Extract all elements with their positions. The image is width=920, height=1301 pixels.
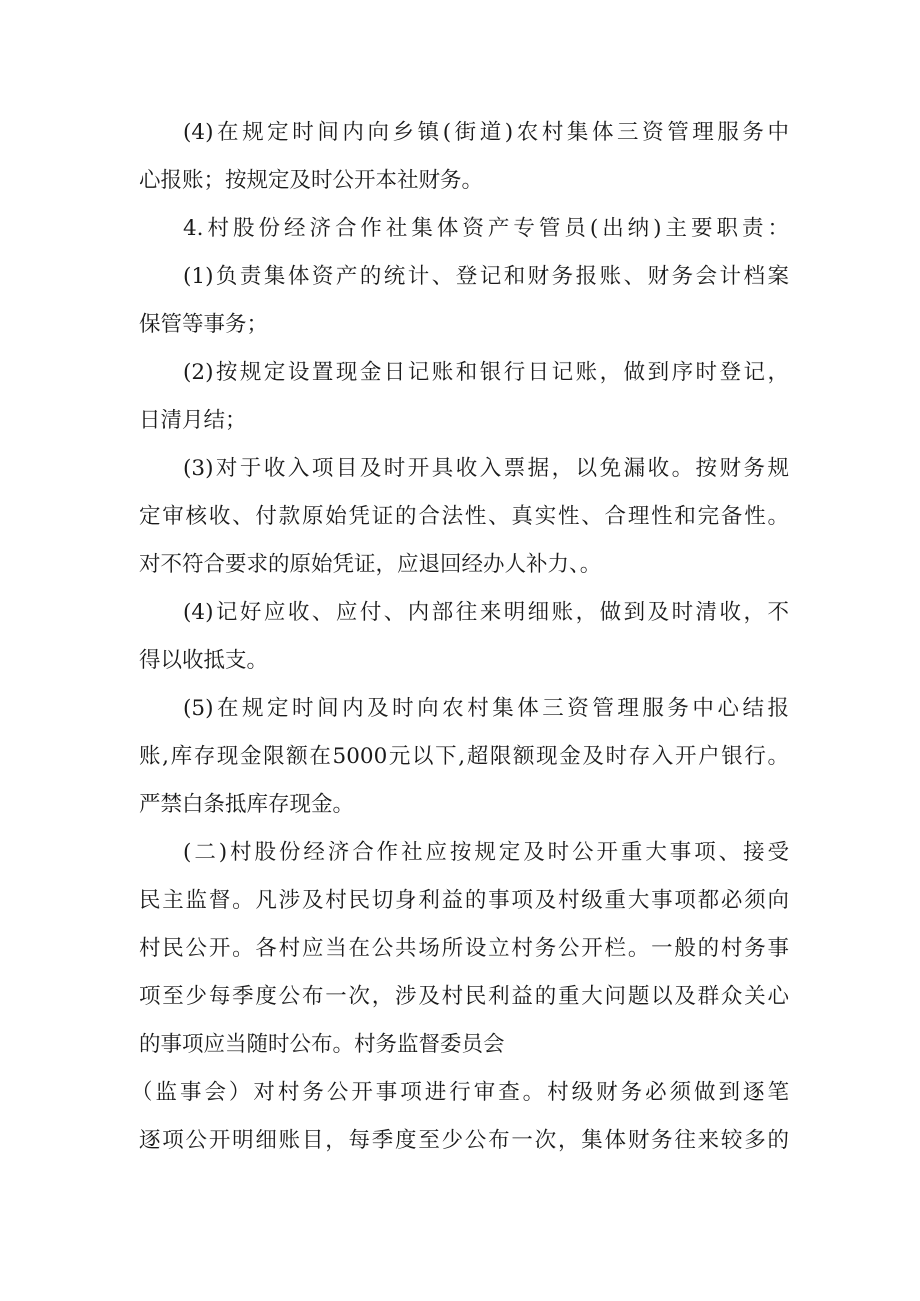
paragraph-line-20: 的事项应当随时公布。村务监督委员会 bbox=[139, 1032, 505, 1057]
section-heading-4: 4.村股份经济合作社集体资产专管员(出纳)主要职责： bbox=[183, 216, 789, 241]
paragraph-line-7: 日清月结； bbox=[139, 408, 247, 433]
paragraph-line-6: (2)按规定设置现金日记账和银行日记账，做到序时登记， bbox=[183, 360, 789, 385]
paragraph-line-14: 账,库存现金限额在5000元以下,超限额现金及时存入开户银行。 bbox=[139, 744, 789, 769]
paragraph-line-1: (4)在规定时间内向乡镇(街道)农村集体三资管理服务中 bbox=[183, 120, 789, 145]
paragraph-line-2: 心报账；按规定及时公开本社财务。 bbox=[139, 168, 484, 193]
paragraph-line-12: 得以收抵支。 bbox=[139, 648, 269, 673]
paragraph-line-21: （监事会）对村务公开事项进行审查。村级财务必须做到逐笔 bbox=[131, 1080, 789, 1105]
paragraph-line-4: (1)负责集体资产的统计、登记和财务报账、财务会计档案 bbox=[183, 264, 789, 289]
paragraph-line-22: 逐项公开明细账目，每季度至少公布一次，集体财务往来较多的 bbox=[139, 1128, 789, 1153]
paragraph-line-16: (二)村股份经济合作社应按规定及时公开重大事项、接受 bbox=[183, 840, 789, 865]
paragraph-line-10: 对不符合要求的原始凭证，应退回经办人补力、。 bbox=[139, 552, 602, 577]
paragraph-line-5: 保管等事务； bbox=[139, 312, 269, 337]
paragraph-line-13: (5)在规定时间内及时向农村集体三资管理服务中心结报 bbox=[183, 696, 789, 721]
paragraph-line-11: (4)记好应收、应付、内部往来明细账，做到及时清收，不 bbox=[183, 600, 789, 625]
paragraph-line-9: 定审核收、付款原始凭证的合法性、真实性、合理性和完备性。 bbox=[139, 504, 789, 529]
paragraph-line-17: 民主监督。凡涉及村民切身利益的事项及村级重大事项都必须向 bbox=[139, 888, 789, 913]
paragraph-line-15: 严禁白条抵库存现金。 bbox=[139, 792, 355, 817]
paragraph-line-19: 项至少每季度公布一次，涉及村民利益的重大问题以及群众关心 bbox=[139, 984, 789, 1009]
paragraph-line-8: (3)对于收入项目及时开具收入票据，以免漏收。按财务规 bbox=[183, 456, 789, 481]
paragraph-line-18: 村民公开。各村应当在公共场所设立村务公开栏。一般的村务事 bbox=[139, 936, 789, 961]
